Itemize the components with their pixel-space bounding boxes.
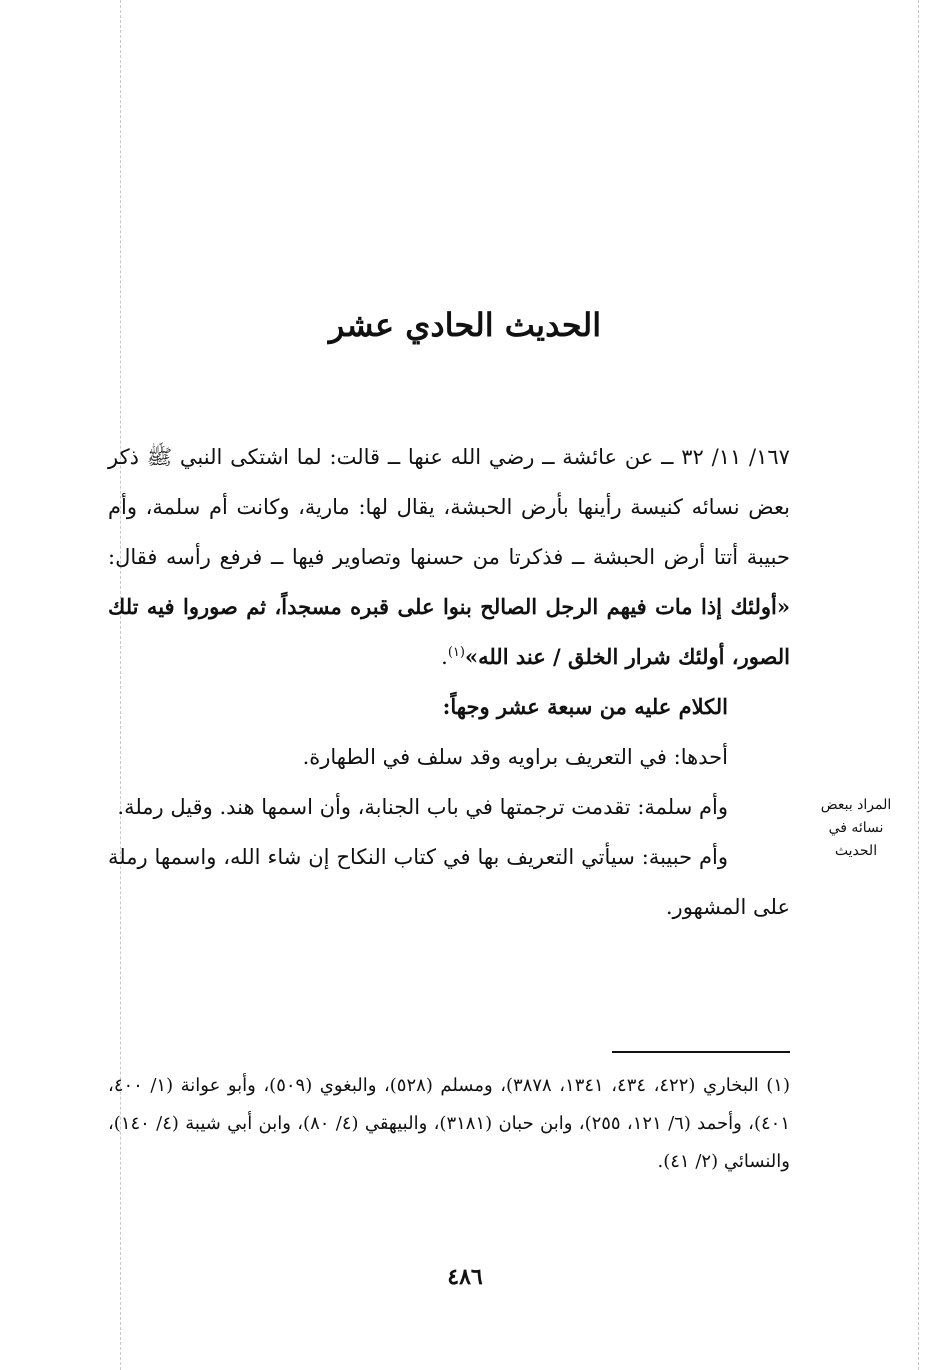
main-text — [108, 432, 790, 932]
footnote-reference: (١) — [447, 645, 465, 660]
footnote-divider — [612, 1051, 790, 1053]
paragraph-lead: أحدها: — [666, 745, 728, 769]
commentary-paragraph — [108, 782, 790, 832]
page-guide-line — [918, 0, 919, 1370]
commentary-paragraph — [108, 732, 790, 782]
hadith-end: . — [441, 645, 448, 669]
paragraph-text: سيأتي التعريف بها في كتاب النكاح إن شاء الله، واسمها رملة على المشهور. — [108, 845, 790, 919]
hadith-intro: ــ عن عائشة ــ رضي الله عنها ــ قالت: لما اشتكى النبي ﷺ ذكر بعض نسائه كنيسة رأينها بأرض الحبشة، يقال لها: مارية، وكانت أم سلمة، وأم حبيبة أتتا أرض الحبشة ــ فذكرتا من حسنها وتصاوير فيها ــ فرفع رأسه فقال: — [108, 445, 790, 569]
footnote: (١) البخاري (٤٢٢، ٤٣٤، ١٣٤١، ٣٨٧٨)، ومسلم (٥٢٨)، والبغوي (٥٠٩)، وأبو عوانة (١/ ٤٠٠، ٤٠١)، وأحمد (٦/ ١٢١، ٢٥٥)، وابن حبان (٣١٨١)، والبيهقي (٤/ ٨٠)، وابن أبي شيبة (٤/ ١٤٠)، والنسائي (٢/ ٤١). — [108, 1075, 791, 1172]
paragraph-text: في التعريف براويه وقد سلف في الطهارة. — [302, 745, 667, 769]
page-number: ٤٨٦ — [447, 1264, 483, 1290]
hadith-quote: «أولئك إذا مات فيهم الرجل الصالح بنوا على قبره مسجداً، ثم صوروا فيه تلك الصور، أولئك شرار الخلق / عند الله» — [108, 594, 790, 669]
commentary-heading: الكلام عليه من سبعة عشر وجهاً: — [442, 694, 728, 719]
hadith-paragraph — [108, 432, 790, 682]
page-title: الحديث الحادي عشر — [328, 306, 602, 344]
margin-note: المراد ببعض نسائه في الحديث — [820, 797, 892, 859]
commentary-paragraph — [108, 832, 790, 932]
paragraph-lead: وأم حبيبة: — [634, 845, 729, 869]
paragraph-lead: وأم سلمة: — [630, 795, 728, 819]
paragraph-text: تقدمت ترجمتها في باب الجنابة، وأن اسمها هند. وقيل رملة. — [117, 795, 631, 819]
hadith-number: ١٦٧/ ١١/ ٣٢ — [681, 445, 790, 469]
